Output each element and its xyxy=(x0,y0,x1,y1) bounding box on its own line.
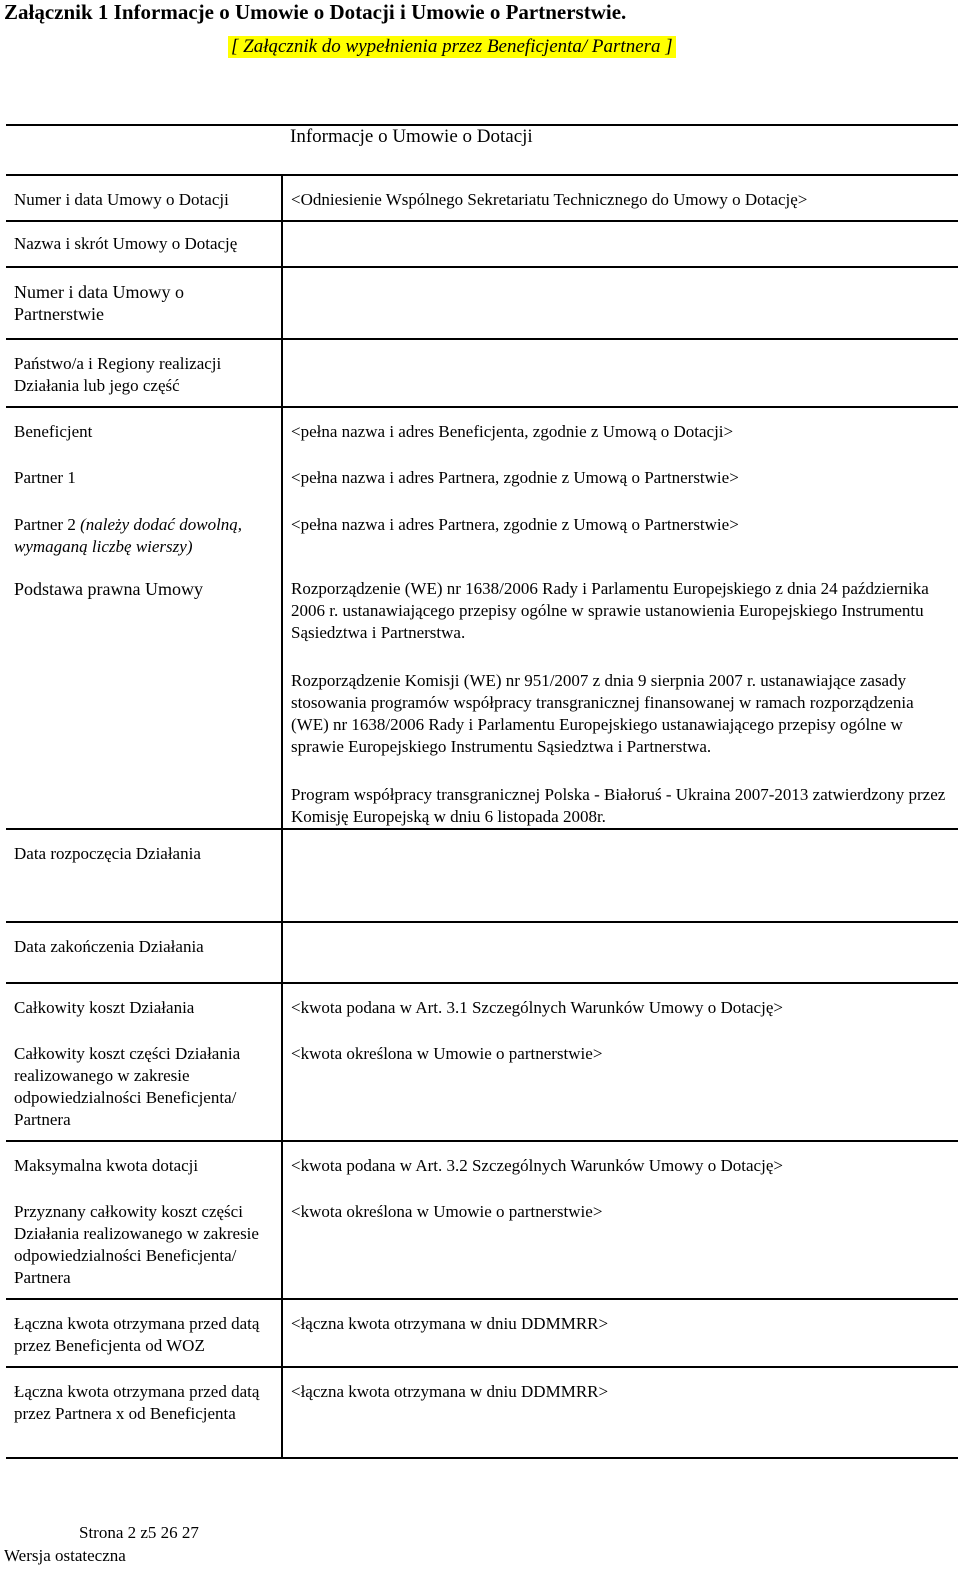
row-label: Partner 2 xyxy=(14,515,76,534)
row-label: Maksymalna kwota dotacji xyxy=(6,1141,282,1188)
row-label: Nazwa i skrót Umowy o Dotację xyxy=(6,221,282,267)
table-row xyxy=(6,561,958,829)
row-value: <kwota podana w Art. 3.2 Szczególnych Warunków Umowy o Dotację> xyxy=(291,1156,783,1175)
row-label: Łączna kwota otrzymana przed datą przez Partnera x od Beneficjenta xyxy=(6,1367,282,1458)
row-value: <kwota określona w Umowie o partnerstwie> xyxy=(282,1030,958,1141)
legal-basis-paragraph: Rozporządzenie (WE) nr 1638/2006 Rady i Parlamentu Europejskiego z dnia 24 października 2006 r. ustanawiającego przepisy ogólne w sprawie ustanowienia Europejskiego Instrumentu Sąsiedztwa i Partnerstwa. xyxy=(291,579,929,642)
row-value: <pełna nazwa i adres Beneficjenta, zgodnie z Umową o Dotacji> xyxy=(291,422,734,441)
row-value xyxy=(282,922,958,983)
row-label: Przyznany całkowity koszt części Działania realizowanego w zakresie odpowiedzialności Beneficjenta/ Partnera xyxy=(6,1188,282,1299)
table-row xyxy=(6,407,958,454)
row-value: <kwota określona w Umowie o partnerstwie> xyxy=(282,1188,958,1299)
table-row xyxy=(6,1030,958,1141)
table-row xyxy=(6,454,958,501)
row-value xyxy=(282,267,958,339)
row-label: Partner 1 xyxy=(6,454,282,501)
table-row xyxy=(6,1188,958,1299)
row-label: Data zakończenia Działania xyxy=(6,922,282,983)
table-row xyxy=(6,1141,958,1188)
row-label: Beneficjent xyxy=(6,407,282,454)
document-version: Wersja ostateczna xyxy=(4,1546,126,1565)
row-value xyxy=(282,221,958,267)
agreement-info-table xyxy=(6,124,958,1459)
row-label: Podstawa prawna Umowy xyxy=(6,561,282,829)
row-label: Całkowity koszt Działania xyxy=(6,983,282,1030)
row-value: <pełna nazwa i adres Partnera, zgodnie z Umową o Partnerstwie> xyxy=(291,515,739,534)
row-label: Państwo/a i Regiony realizacji Działania lub jego część xyxy=(6,339,282,407)
row-value: <łączna kwota otrzymana w dniu DDMMRR> xyxy=(282,1367,958,1458)
table-row xyxy=(6,221,958,267)
row-value: <łączna kwota otrzymana w dniu DDMMRR> xyxy=(282,1299,958,1367)
section-title: Informacje o Umowie o Dotacji xyxy=(282,125,958,175)
legal-basis-paragraph: Rozporządzenie Komisji (WE) nr 951/2007 z dnia 9 sierpnia 2007 r. ustanawiające zasady stosowania programów współpracy transgranicznej finansowanej w ramach rozporządzenia (WE) nr 1638/2006 Rady i Parlamentu Europejskiego ustanawiającego przepisy ogólne w sprawie Europejskiego Instrumentu Sąsiedztwa i Partnerstwa. xyxy=(291,671,914,756)
table-row xyxy=(6,922,958,983)
table-row xyxy=(6,339,958,407)
table-header-row xyxy=(6,125,958,175)
page-title: Załącznik 1 Informacje o Umowie o Dotacji i Umowie o Partnerstwie. xyxy=(4,0,627,24)
row-value xyxy=(282,829,958,922)
table-row xyxy=(6,1299,958,1367)
row-value: <Odniesienie Wspólnego Sekretariatu Technicznego do Umowy o Dotację> xyxy=(282,175,958,221)
row-label-note: (należy dodać dowolną, wymaganą liczbę wierszy) xyxy=(14,515,243,556)
legal-basis-paragraph: Program współpracy transgranicznej Polska - Białoruś - Ukraina 2007-2013 zatwierdzony przez Komisję Europejską w dniu 6 listopada 2008r. xyxy=(291,785,946,826)
table-row xyxy=(6,267,958,339)
row-label: Data rozpoczęcia Działania xyxy=(6,829,282,922)
table-row xyxy=(6,175,958,221)
page-subtitle-highlight: [ Załącznik do wypełnienia przez Beneficjenta/ Partnera ] xyxy=(228,36,676,58)
row-label: Numer i data Umowy o Dotacji xyxy=(6,175,282,221)
row-label: Całkowity koszt części Działania realizowanego w zakresie odpowiedzialności Beneficjenta/ Partnera xyxy=(6,1030,282,1141)
table-row xyxy=(6,1367,958,1458)
row-label: Łączna kwota otrzymana przed datą przez Beneficjenta od WOZ xyxy=(6,1299,282,1367)
table-row xyxy=(6,983,958,1030)
row-value: <kwota podana w Art. 3.1 Szczególnych Warunków Umowy o Dotację> xyxy=(291,998,783,1017)
table-row xyxy=(6,829,958,922)
page-number: Strona 2 z5 26 27 xyxy=(79,1523,199,1542)
row-label: Numer i data Umowy o Partnerstwie xyxy=(6,267,282,339)
row-value: <pełna nazwa i adres Partnera, zgodnie z Umową o Partnerstwie> xyxy=(291,468,739,487)
row-value xyxy=(282,339,958,407)
table-row xyxy=(6,501,958,561)
